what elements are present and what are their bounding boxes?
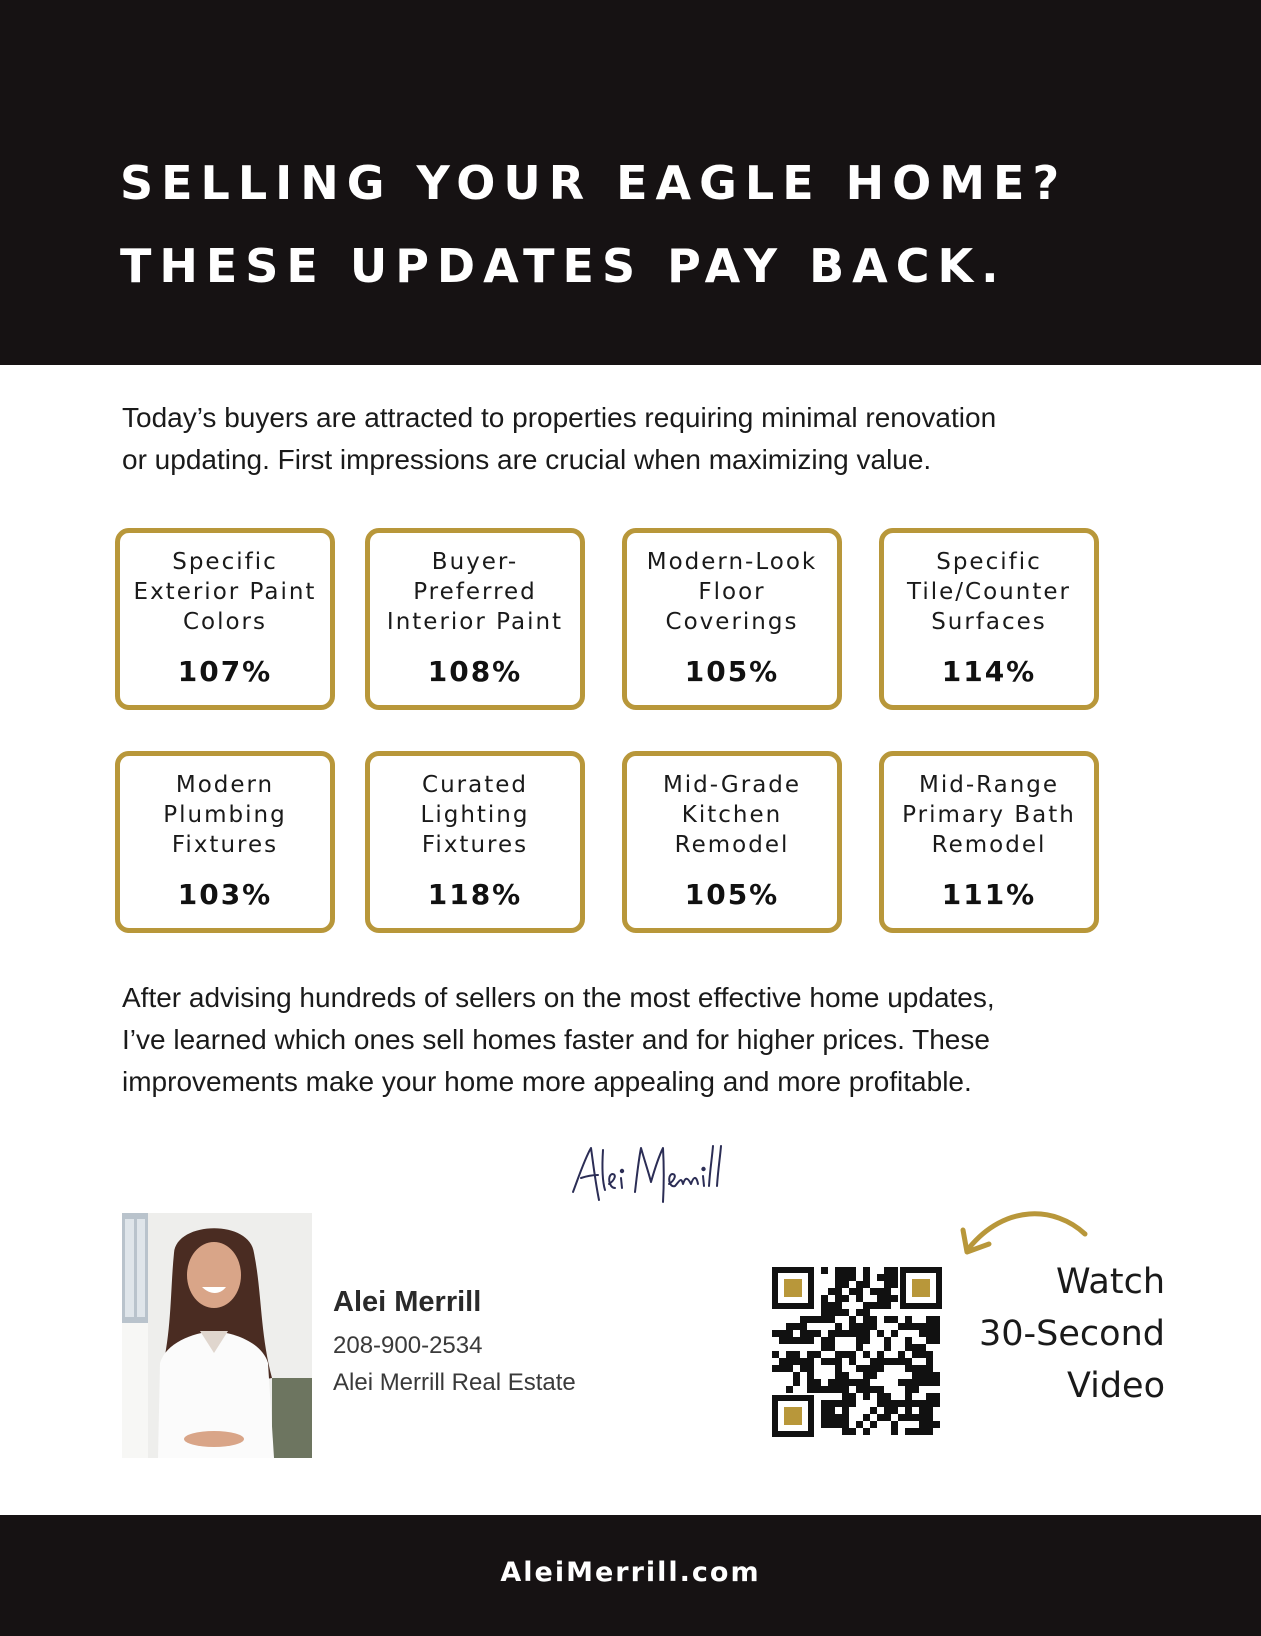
agent-name: Alei Merrill <box>333 1286 482 1318</box>
card-percentage: 114% <box>941 655 1037 688</box>
video-callout-line-2: 30-Second <box>979 1314 1165 1354</box>
update-card <box>365 528 585 710</box>
intro-line-1: Today’s buyers are attracted to properties requiring minimal renovation <box>122 402 997 433</box>
video-callout <box>960 1256 1165 1412</box>
body-line-1: After advising hundreds of sellers on the most effective home updates, <box>122 982 995 1013</box>
card-label: Modern Plumbing Fixtures <box>163 772 287 858</box>
signature-image <box>565 1140 725 1210</box>
body-line-2: I’ve learned which ones sell homes faster and for higher prices. These <box>122 1024 990 1055</box>
card-label: Specific Exterior Paint Colors <box>133 549 317 635</box>
footer-banner <box>0 1515 1261 1636</box>
card-label: Mid-Range Primary Bath Remodel <box>902 772 1076 858</box>
website-link[interactable]: AleiMerrill.com <box>500 1557 761 1588</box>
agent-phone[interactable]: 208-900-2534 <box>333 1332 483 1359</box>
card-percentage: 107% <box>177 655 273 688</box>
card-percentage: 111% <box>941 878 1037 911</box>
card-percentage: 105% <box>684 655 780 688</box>
video-callout-line-1: Watch <box>1056 1262 1165 1302</box>
update-card <box>879 528 1099 710</box>
card-label: Modern-Look Floor Coverings <box>646 549 818 635</box>
update-card <box>115 528 335 710</box>
update-card <box>622 751 842 933</box>
card-percentage: 118% <box>427 878 523 911</box>
body-line-3: improvements make your home more appealing and more profitable. <box>122 1066 972 1097</box>
qr-code-icon[interactable] <box>772 1267 942 1437</box>
update-card <box>622 528 842 710</box>
agent-company: Alei Merrill Real Estate <box>333 1369 576 1396</box>
card-label: Buyer- Preferred Interior Paint <box>386 549 564 635</box>
intro-line-2: or updating. First impressions are crucial when maximizing value. <box>122 444 932 475</box>
video-callout-line-3: Video <box>1066 1366 1165 1406</box>
headline-line-1: SELLING YOUR EAGLE HOME? <box>120 156 1068 210</box>
update-card <box>879 751 1099 933</box>
update-card <box>115 751 335 933</box>
card-percentage: 103% <box>177 878 273 911</box>
card-label: Mid-Grade Kitchen Remodel <box>662 772 802 858</box>
card-label: Specific Tile/Counter Surfaces <box>907 549 1071 635</box>
agent-photo <box>122 1213 312 1458</box>
header-banner <box>0 0 1261 365</box>
headline-line-2: THESE UPDATES PAY BACK. <box>120 239 1007 293</box>
card-percentage: 105% <box>684 878 780 911</box>
update-card <box>365 751 585 933</box>
card-percentage: 108% <box>427 655 523 688</box>
card-label: Curated Lighting Fixtures <box>420 772 530 858</box>
